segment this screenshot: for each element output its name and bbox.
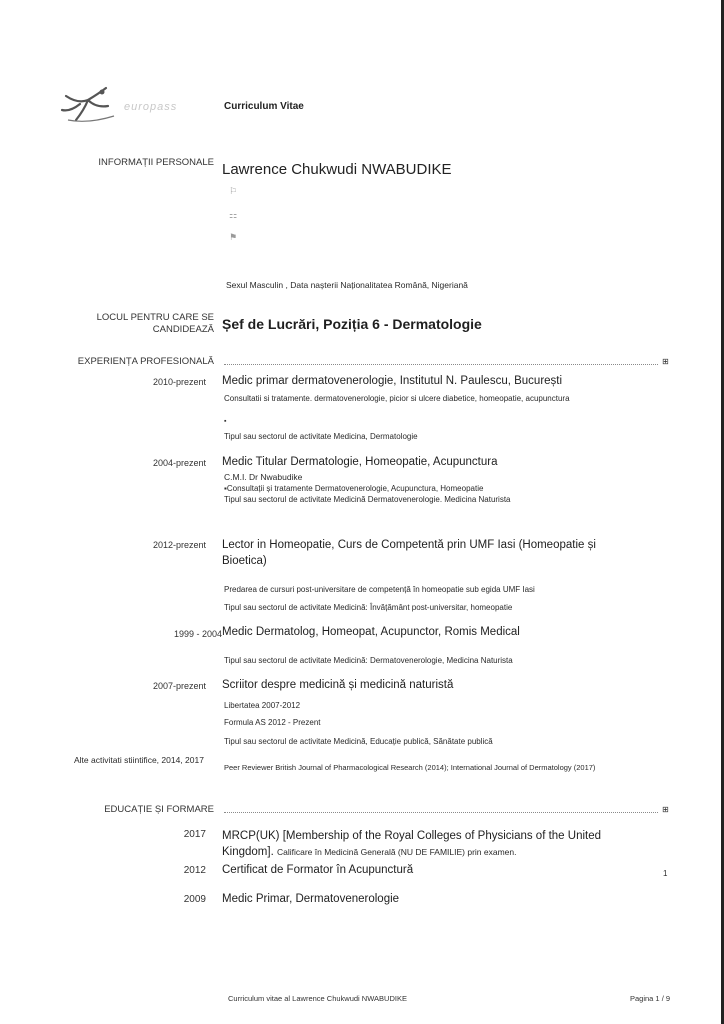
divider-end-icon: ⊞ <box>662 357 669 366</box>
experience-sector: Tipul sau sectorul de activitate Medicină Dermatovenerologie. Medicina Naturista <box>224 495 511 504</box>
other-activities-label: Alte activitati stiintifice, 2014, 2017 <box>74 755 204 765</box>
education-title: Certificat de Formator în Acupunctură <box>222 864 414 876</box>
other-activities-value: Peer Reviewer British Journal of Pharmacological Research (2014); International Journal of Dermatology (2017) <box>224 763 596 772</box>
experience-title: Medic primar dermatovenerologie, Institutul N. Paulescu, București <box>222 375 563 387</box>
experience-title: Medic Dermatolog, Homeopat, Acupunctor, Romis Medical <box>222 626 520 638</box>
experience-desc: ▪Consultații și tratamente Dermatovenerologie, Acupunctura, Homeopatie <box>224 484 484 493</box>
experience-desc: Consultatii si tratamente. dermatovenerologie, picior si ulcere diabetice, homeopatie, acupunctura <box>224 394 570 403</box>
email-icon: ⚑ <box>229 232 238 242</box>
section-label-personal: INFORMAȚII PERSONALE <box>98 157 214 168</box>
experience-sector: Tipul sau sectorul de activitate Medicină: Dermatovenerologie, Medicina Naturista <box>224 656 513 665</box>
education-date: 2017 <box>183 829 206 840</box>
experience-desc: Formula AS 2012 - Prezent <box>224 718 321 727</box>
experience-sector: Tipul sau sectorul de activitate Medicina, Dermatologie <box>224 432 418 441</box>
candidate-name: Lawrence Chukwudi NWABUDIKE <box>222 161 452 178</box>
experience-title: Scriitor despre medicină și medicină naturistă <box>222 679 454 691</box>
brand-wordmark: europass <box>124 101 178 113</box>
education-title-text: MRCP(UK) [Membership of the Royal Colleges of Physicians of the United Kingdom]. <box>222 830 602 858</box>
personal-details: Sexul Masculin , Data nașterii Naționalitatea Română, Nigeriană <box>226 280 468 290</box>
section-label-position: LOCUL PENTRU CARE SE CANDIDEAZĂ <box>96 312 214 335</box>
experience-date: 1999 - 2004 <box>173 629 222 639</box>
position-applied: Șef de Lucrări, Poziția 6 - Dermatologie <box>222 316 482 332</box>
address-icon: ⚐ <box>229 186 238 196</box>
education-date: 2012 <box>183 865 206 876</box>
experience-desc: Predarea de cursuri post-universitare de competență în homeopatie sub egida UMF Iasi <box>224 585 535 594</box>
phone-icon: ⚏ <box>229 210 238 220</box>
experience-employer: C.M.I. Dr Nwabudike <box>224 472 303 482</box>
footer-title: Curriculum vitae al Lawrence Chukwudi NWABUDIKE <box>228 994 407 1003</box>
experience-date: 2004-prezent <box>152 458 206 468</box>
experience-date: 2010-prezent <box>152 377 206 387</box>
experience-sector: Tipul sau sectorul de activitate Medicină, Educație publică, Sănătate publică <box>224 737 493 746</box>
section-label-experience: EXPERIENȚA PROFESIONALĂ <box>77 356 214 367</box>
education-note: Calificare în Medicină Generală (NU DE FAMILIE) prin examen. <box>276 847 517 857</box>
experience-sector: Tipul sau sectorul de activitate Medicină: Învățământ post-universitar, homeopatie <box>224 603 513 612</box>
experience-title: Lector in Homeopatie, Curs de Competentă prin UMF Iasi (Homeopatie și Bioetica) <box>222 539 596 567</box>
page-number: Pagina 1 / 9 <box>630 994 671 1003</box>
experience-date: 2007-prezent <box>152 681 206 691</box>
bullet-icon: ▪ <box>224 418 227 425</box>
experience-desc: Libertatea 2007-2012 <box>224 701 301 710</box>
document-title: Curriculum Vitae <box>224 101 304 112</box>
divider-end-icon: ⊞ <box>662 805 669 814</box>
experience-date: 2012-prezent <box>152 540 206 550</box>
experience-title: Medic Titular Dermatologie, Homeopatie, Acupunctura <box>222 456 498 468</box>
page-marker: 1 <box>663 869 668 878</box>
section-divider <box>224 364 658 365</box>
section-label-education: EDUCAȚIE ȘI FORMARE <box>104 804 214 815</box>
education-title: Medic Primar, Dermatovenerologie <box>222 893 400 905</box>
education-date: 2009 <box>183 894 206 905</box>
section-divider <box>224 812 658 813</box>
education-title <box>222 828 642 860</box>
